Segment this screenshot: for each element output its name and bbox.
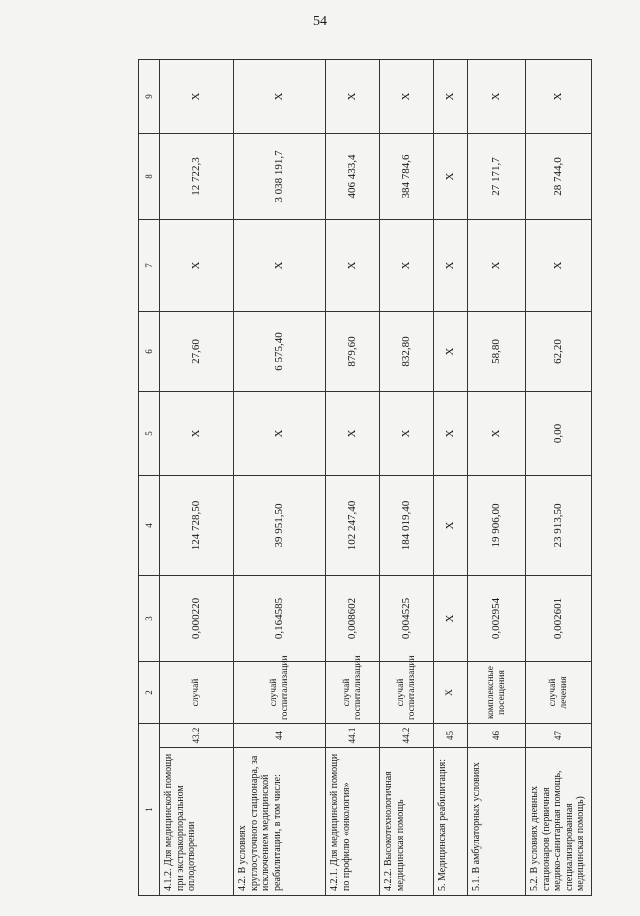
value-cell-3: 0,000220 [160, 576, 234, 662]
table-row [380, 60, 434, 896]
row-number: 44 [234, 724, 326, 748]
value-cell-5: 0,00 [526, 392, 592, 476]
value-cell-4: 184 019,40 [380, 476, 434, 576]
value-cell-7: Х [234, 220, 326, 312]
row-label: 5. Медицинская реабилитация: [434, 748, 468, 896]
table-row [434, 60, 468, 896]
value-cell-5: Х [468, 392, 526, 476]
value-cell-3: 0,164585 [234, 576, 326, 662]
value-cell-3: 0,004525 [380, 576, 434, 662]
value-cell-3: Х [434, 576, 468, 662]
value-cell-3: 0,008602 [326, 576, 380, 662]
value-cell-8: 28 744,0 [526, 134, 592, 220]
table-row [526, 60, 592, 896]
value-cell-9: Х [234, 60, 326, 134]
row-number: 44.2 [380, 724, 434, 748]
value-cell-3: 0,002954 [468, 576, 526, 662]
table-row [160, 60, 234, 896]
row-label: 4.2. В условиях круглосуточного стационара, за исключением медицинской реабилитации, в том числе: [234, 748, 326, 896]
value-cell-8: 27 171,7 [468, 134, 526, 220]
value-cell-8: 3 038 191,7 [234, 134, 326, 220]
col-header-1: 1 [139, 724, 160, 896]
row-number: 46 [468, 724, 526, 748]
unit-cell: случай госпитализации [326, 662, 380, 724]
row-label: 5.2. В условиях дневных стационаров (первичная медико-санитарная помощь, специализированная медицинская помощь) [526, 748, 592, 896]
table-region [138, 60, 588, 896]
value-cell-6: 832,80 [380, 312, 434, 392]
value-cell-5: Х [326, 392, 380, 476]
table-row [468, 60, 526, 896]
value-cell-9: Х [434, 60, 468, 134]
col-header-9: 9 [139, 60, 160, 134]
value-cell-5: Х [380, 392, 434, 476]
col-header-8: 8 [139, 134, 160, 220]
value-cell-6: 879,60 [326, 312, 380, 392]
row-label: 4.2.1. Для медицинской помощи по профилю «онкология» [326, 748, 380, 896]
value-cell-8: 12 722,3 [160, 134, 234, 220]
value-cell-9: Х [526, 60, 592, 134]
value-cell-3: 0,002601 [526, 576, 592, 662]
unit-cell: Х [434, 662, 468, 724]
value-cell-6: 62,20 [526, 312, 592, 392]
value-cell-6: 27,60 [160, 312, 234, 392]
value-cell-9: Х [326, 60, 380, 134]
value-cell-8: Х [434, 134, 468, 220]
value-cell-7: Х [380, 220, 434, 312]
row-number: 47 [526, 724, 592, 748]
row-label: 5.1. В амбулаторных условиях [468, 748, 526, 896]
unit-cell: комплексные посещения [468, 662, 526, 724]
value-cell-4: 23 913,50 [526, 476, 592, 576]
col-header-4: 4 [139, 476, 160, 576]
value-cell-7: Х [434, 220, 468, 312]
table-row [234, 60, 326, 896]
page-number: 54 [313, 14, 327, 29]
value-cell-7: Х [160, 220, 234, 312]
unit-cell: случай лечения [526, 662, 592, 724]
row-number: 44.1 [326, 724, 380, 748]
value-cell-4: 124 728,50 [160, 476, 234, 576]
table-row [326, 60, 380, 896]
value-cell-9: Х [468, 60, 526, 134]
value-cell-4: Х [434, 476, 468, 576]
data-table [138, 59, 592, 896]
col-header-6: 6 [139, 312, 160, 392]
row-label: 4.1.2. Для медицинской помощи при экстракорпоральном оплодотворении [160, 748, 234, 896]
col-header-3: 3 [139, 576, 160, 662]
row-number: 43.2 [160, 724, 234, 748]
unit-cell: случай госпитализации [234, 662, 326, 724]
value-cell-8: 384 784,6 [380, 134, 434, 220]
value-cell-9: Х [380, 60, 434, 134]
value-cell-6: 6 575,40 [234, 312, 326, 392]
value-cell-4: 102 247,40 [326, 476, 380, 576]
value-cell-6: Х [434, 312, 468, 392]
col-header-2: 2 [139, 662, 160, 724]
value-cell-5: Х [434, 392, 468, 476]
row-label: 4.2.2. Высокотехнологичная медицинская помощь [380, 748, 434, 896]
value-cell-4: 19 906,00 [468, 476, 526, 576]
col-header-7: 7 [139, 220, 160, 312]
unit-cell: случай [160, 662, 234, 724]
value-cell-5: Х [234, 392, 326, 476]
unit-cell: случай госпитализации [380, 662, 434, 724]
value-cell-6: 58,80 [468, 312, 526, 392]
value-cell-7: Х [468, 220, 526, 312]
value-cell-7: Х [326, 220, 380, 312]
value-cell-7: Х [526, 220, 592, 312]
value-cell-5: Х [160, 392, 234, 476]
col-header-5: 5 [139, 392, 160, 476]
value-cell-9: Х [160, 60, 234, 134]
row-number: 45 [434, 724, 468, 748]
value-cell-8: 406 433,4 [326, 134, 380, 220]
value-cell-4: 39 951,50 [234, 476, 326, 576]
header-row [139, 60, 160, 896]
